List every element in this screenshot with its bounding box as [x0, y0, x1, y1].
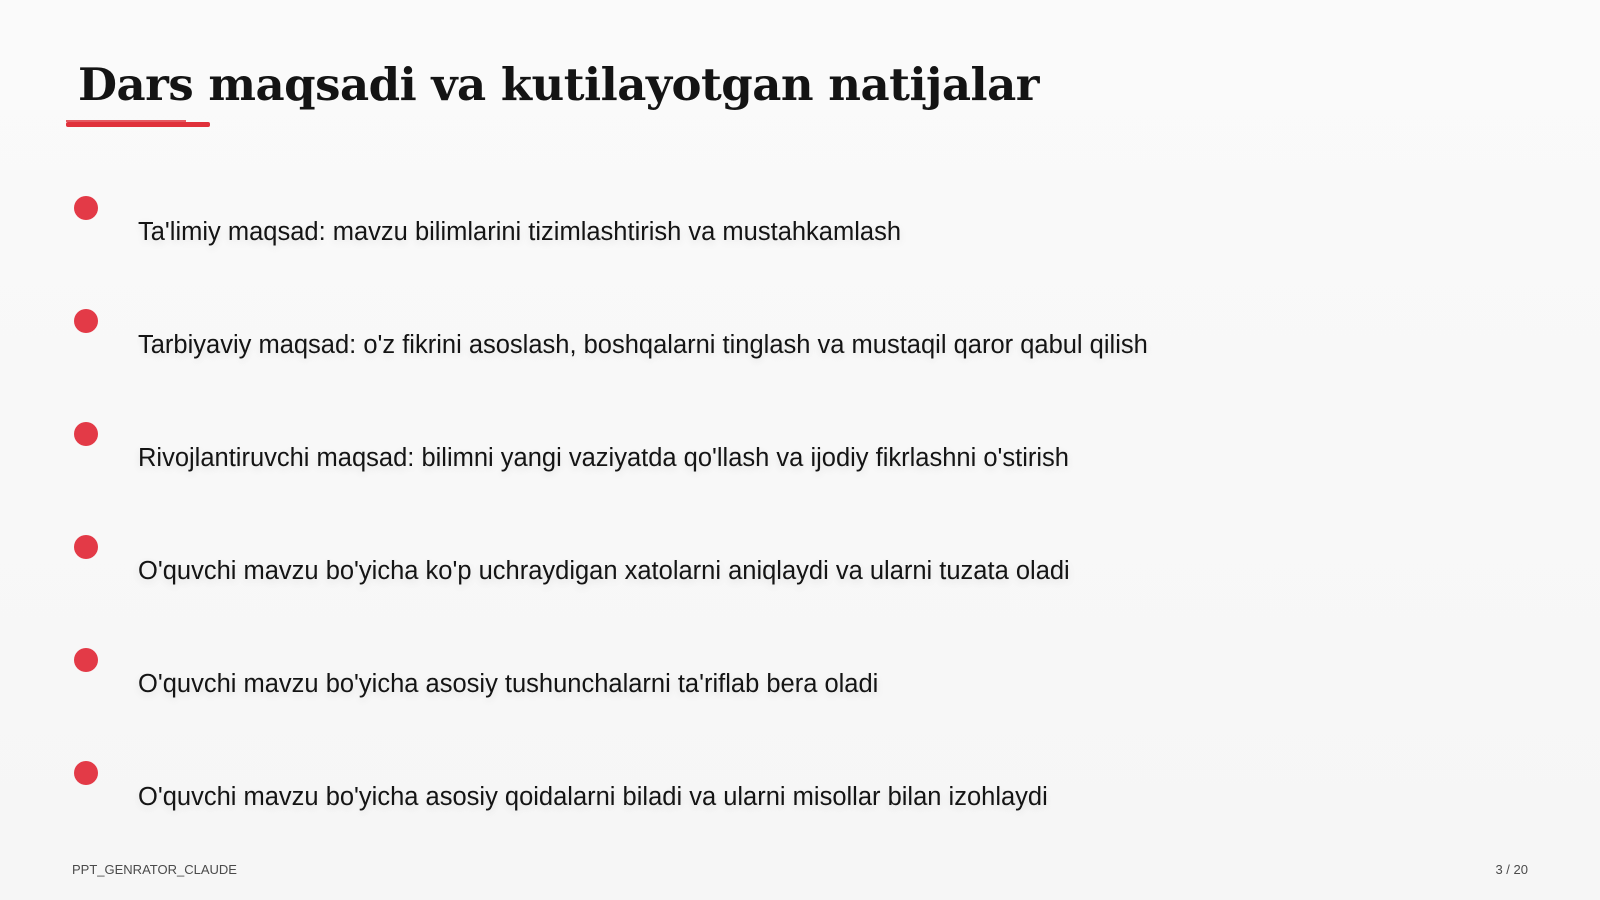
list-item	[0, 761, 1600, 841]
list-item	[0, 648, 1600, 728]
slide-page-number: 3 / 20	[1495, 862, 1528, 877]
list-item-text: Rivojlantiruvchi maqsad: bilimni yangi vaziyatda qo'llash va ijodiy fikrlashni o'stirish	[138, 444, 1069, 472]
bullet-dot-icon	[74, 648, 98, 672]
list-item-text: Ta'limiy maqsad: mavzu bilimlarini tizimlashtirish va mustahkamlash	[138, 218, 902, 246]
list-item-text: O'quvchi mavzu bo'yicha asosiy tushunchalarni ta'riflab bera oladi	[138, 670, 879, 698]
slide-title: Dars maqsadi va kutilayotgan natijalar	[78, 58, 1039, 111]
list-item	[0, 535, 1600, 615]
list-item-text: O'quvchi mavzu bo'yicha ko'p uchraydigan xatolarni aniqlaydi va ularni tuzata oladi	[138, 557, 1070, 585]
bullet-dot-icon	[74, 422, 98, 446]
list-item-text: Tarbiyaviy maqsad: o'z fikrini asoslash, boshqalarni tinglash va mustaqil qaror qabul qilish	[138, 331, 1148, 359]
list-item-text: O'quvchi mavzu bo'yicha asosiy qoidalarni biladi va ularni misollar bilan izohlaydi	[138, 783, 1048, 811]
bullet-dot-icon	[74, 196, 98, 220]
bullet-dot-icon	[74, 535, 98, 559]
list-item	[0, 422, 1600, 502]
bullet-dot-icon	[74, 309, 98, 333]
list-item	[0, 309, 1600, 389]
bullet-dot-icon	[74, 761, 98, 785]
footer-generator-label: PPT_GENRATOR_CLAUDE	[72, 862, 237, 877]
list-item	[0, 196, 1600, 276]
